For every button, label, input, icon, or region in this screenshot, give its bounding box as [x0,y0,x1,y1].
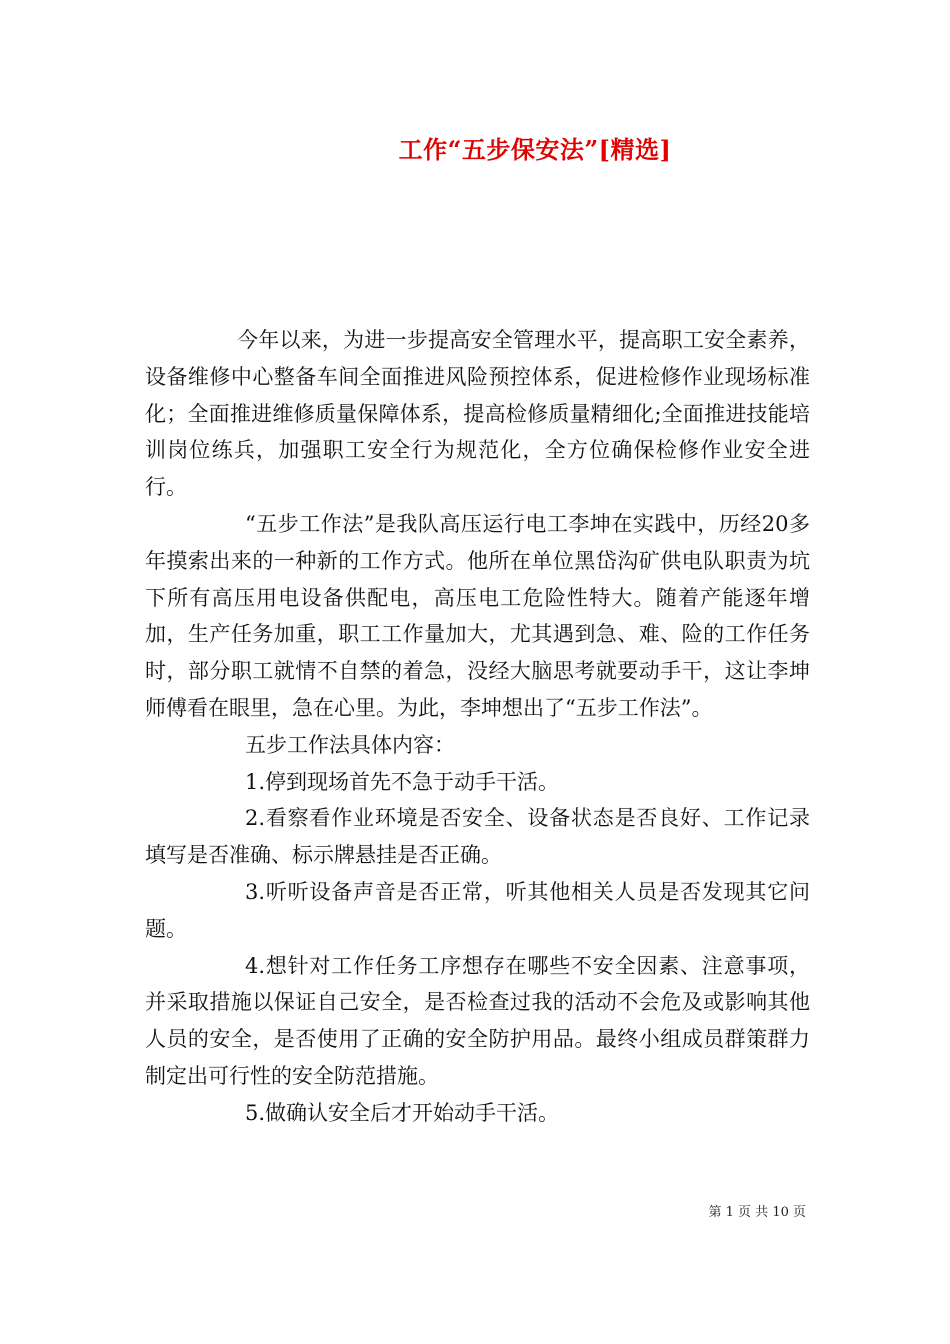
paragraph-step-5: 5.做确认安全后才开始动手干活。 [245,1100,560,1125]
document-title: 工作“五步保安法”[精选] [398,135,672,164]
paragraph-contents-heading: 五步工作法具体内容： [245,732,455,757]
paragraph-step-1: 1.停到现场首先不急于动手干活。 [245,769,560,794]
paragraph-intro: 今年以来，为进一步提高安全管理水平，提高职工安全素养，设备维修中心整备车间全面推进风险预控体系，促进检修作业现场标准化；全面推进维修质量保障体系，提高检修质量精细化;全面推进技能培训岗位练兵，加强职工安全行为规范化，全方位确保检修作业安全进行。 [145,328,810,500]
document-body [145,322,810,1132]
paragraph-five-step-origin: “五步工作法”是我队高压运行电工李坤在实践中，历经20多年摸索出来的一种新的工作方式。他所在单位黑岱沟矿供电队职责为坑下所有高压用电设备供配电，高压电工危险性特大。随着产能逐年增加，生产任务加重，职工工作量加大，尤其遇到急、难、险的工作任务时，部分职工就情不自禁的着急，没经大脑思考就要动手干，这让李坤师傅看在眼里，急在心里。为此，李坤想出了“五步工作法”。 [145,511,810,720]
paragraph-step-2: 2.看察看作业环境是否安全、设备状态是否良好、工作记录填写是否准确、标示牌悬挂是否正确。 [145,806,810,868]
paragraph-step-3: 3.听听设备声音是否正常，听其他相关人员是否发现其它问题。 [145,879,810,941]
page-number-footer: 第 1 页 共 10 页 [708,1205,806,1220]
paragraph-step-4: 4.想针对工作任务工序想存在哪些不安全因素、注意事项，并采取措施以保证自己安全，是否检查过我的活动不会危及或影响其他人员的安全，是否使用了正确的安全防护用品。最终小组成员群策群力制定出可行性的安全防范措施。 [145,953,810,1088]
